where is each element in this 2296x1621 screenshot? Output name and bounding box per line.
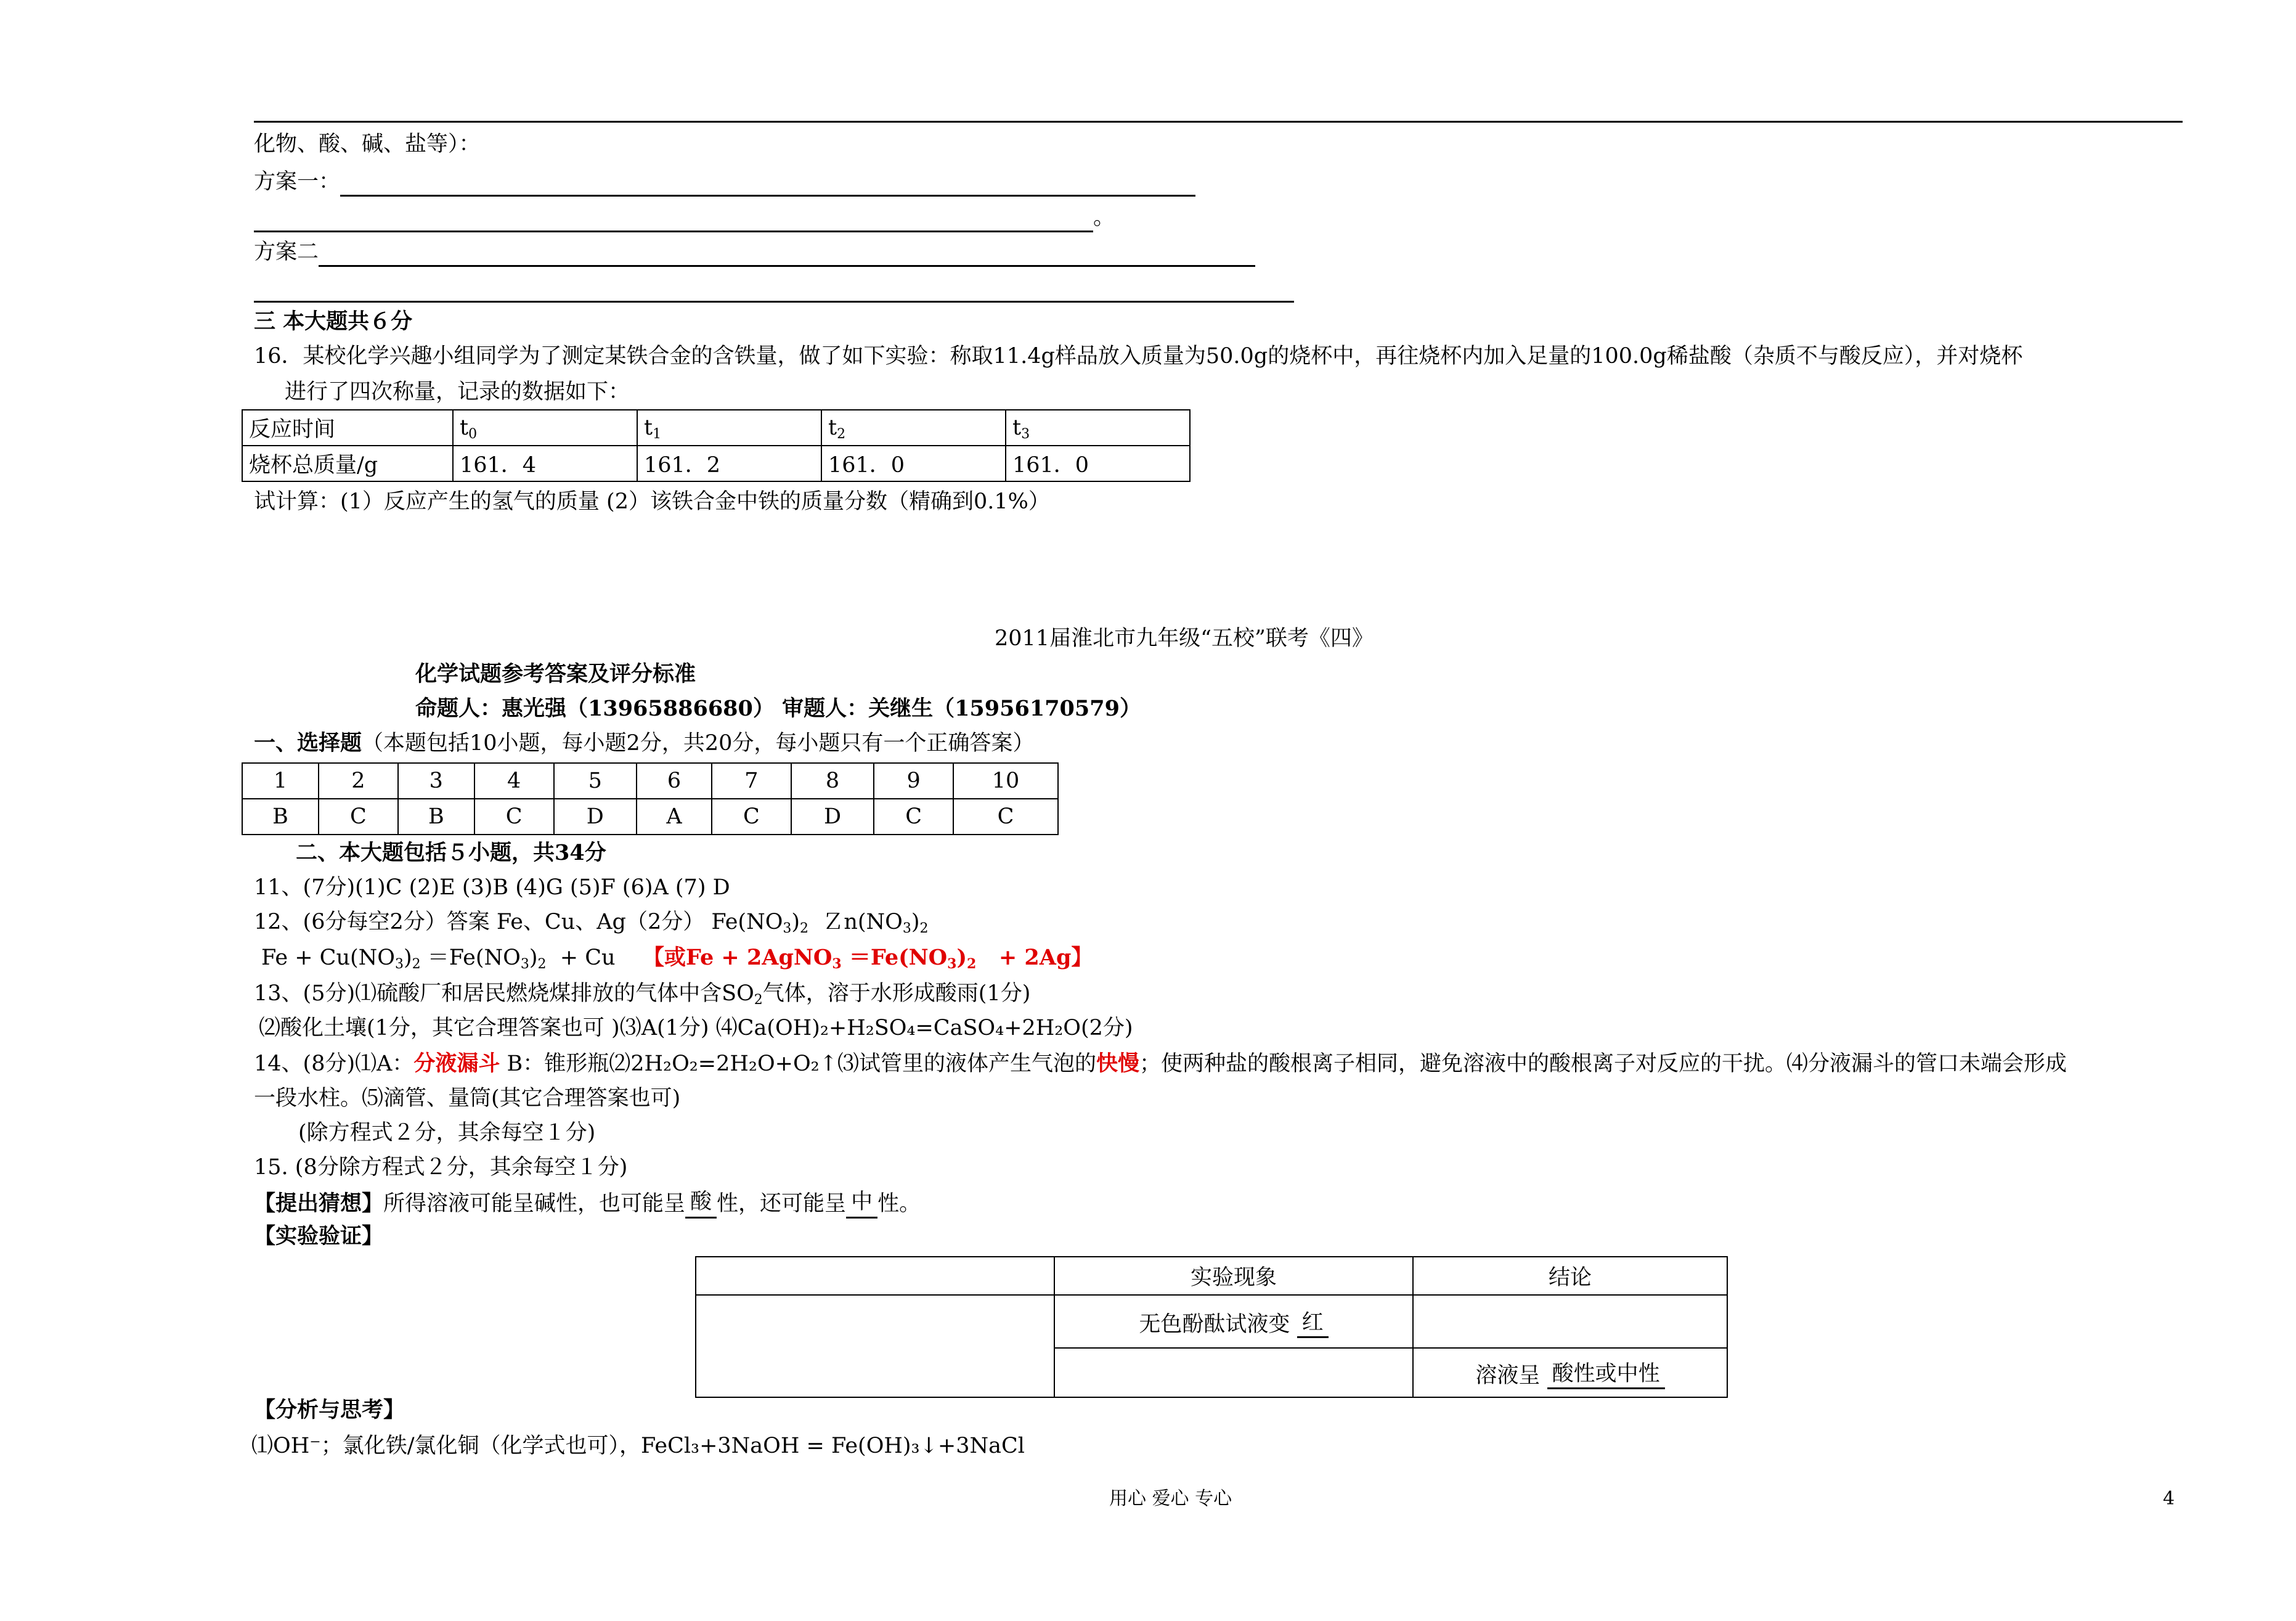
q14-answer-2: 一段水柱。⑸滴管、量筒(其它合理答案也可) <box>254 1086 681 1111</box>
table-cell: 结论 <box>1413 1257 1727 1295</box>
table-row <box>242 763 1058 799</box>
table-cell: B <box>398 799 474 835</box>
weighing-table <box>242 409 1191 482</box>
plan2-blank-2[interactable] <box>254 271 1294 303</box>
plan1: 方案一： <box>254 165 1195 197</box>
table-cell <box>1054 1348 1413 1397</box>
section2-heading: 二、本大题包括５小题，共34分 <box>296 840 606 865</box>
q16-line1: 16．某校化学兴趣小组同学为了测定某铁合金的含铁量，做了如下实验：称取11.4g样品放入质量为50.0g的烧杯中，再往烧杯内加入足量的100.0g稀盐酸（杂质不与酸反应），并对烧杯 <box>254 344 2023 369</box>
q14-answer: 14、(8分)⑴A：分液漏斗 B：锥形瓶⑵2H₂O₂=2H₂O+O₂↑⑶试管里的液体产生气泡的快慢；使两种盐的酸根离子相同，避免溶液中的酸根离子对反应的干扰。⑷分液漏斗的管口未端会形成 <box>254 1051 2067 1076</box>
table-row <box>696 1295 1727 1348</box>
experiment-table <box>695 1256 1728 1398</box>
table-row <box>242 799 1058 835</box>
mc-answer-table <box>242 762 1059 835</box>
table-cell: C <box>474 799 554 835</box>
q11-answer: 11、(7分)(1)C (2)E (3)B (4)G (5)F (6)A (7) D <box>254 875 730 900</box>
table-cell: 7 <box>712 763 791 799</box>
answer-subtitle: 化学试题参考答案及评分标准 <box>415 661 696 687</box>
q13-answer: 13、(5分)⑴硫酸厂和居民燃烧煤排放的气体中含$SO_2$气体，溶于水形成酸雨(1分) <box>254 981 1031 1008</box>
table-cell: 5 <box>554 763 637 799</box>
table-cell: $t_2$ <box>821 410 1006 446</box>
guess-line: 【提出猜想】所得溶液可能呈碱性，也可能呈 酸 性，还可能呈 中 性。 <box>254 1187 921 1219</box>
q12-equation: $Fe + Cu(NO_3)_2 =Fe(NO_3)_2 + Cu$ 【或Fe + 2AgNO$_3$ $=Fe(NO_3)_2$ + 2Ag】 <box>261 945 1093 972</box>
table-cell: 161．2 <box>637 446 821 481</box>
table-cell: $t_0$ <box>453 410 637 446</box>
table-row <box>242 446 1190 481</box>
analysis-answer: ⑴OH⁻；氯化铁/氯化铜（化学式也可），FeCl₃+3NaOH = Fe(OH)₃↓+3NaCl <box>251 1434 1025 1458</box>
table-cell: B <box>242 799 319 835</box>
table-row <box>696 1257 1727 1295</box>
plan2-cont <box>254 271 1294 303</box>
table-cell: 1 <box>242 763 319 799</box>
table-cell <box>696 1295 1054 1397</box>
table-cell: D <box>791 799 874 835</box>
answer-authors: 命题人：惠光强（13965886680） 审题人：关继生（15956170579） <box>415 696 1141 721</box>
table-cell: 161．0 <box>1006 446 1190 481</box>
table-cell: 4 <box>474 763 554 799</box>
table-cell: 实验现象 <box>1054 1257 1413 1295</box>
table-cell: C <box>319 799 398 835</box>
q15-heading: 15. (8分除方程式２分，其余每空１分) <box>254 1155 628 1180</box>
plan1-cont: 。 <box>254 201 1115 232</box>
table-cell: 8 <box>791 763 874 799</box>
table-cell: A <box>637 799 712 835</box>
q13-answer-2: ⑵酸化土壤(1分，其它合理答案也可 )⑶A(1分) ⑷Ca(OH)₂+H₂SO₄=CaSO₄+2H₂O(2分) <box>259 1016 1133 1040</box>
table-cell: 161．0 <box>821 446 1006 481</box>
table-cell: 2 <box>319 763 398 799</box>
table-cell: C <box>953 799 1058 835</box>
table-cell: 反应时间 <box>242 410 453 446</box>
table-cell: $t_3$ <box>1006 410 1190 446</box>
table-cell: 无色酚酞试液变 红 <box>1054 1295 1413 1348</box>
table-cell: 10 <box>953 763 1058 799</box>
table-cell: 烧杯总质量/g <box>242 446 453 481</box>
plan1-blank-2[interactable] <box>254 201 1093 232</box>
table-cell: 6 <box>637 763 712 799</box>
section1-heading: 一、选择题（本题包括10小题，每小题2分，共20分，每小题只有一个正确答案） <box>254 730 1035 756</box>
table-cell: 9 <box>874 763 953 799</box>
table-cell: 溶液呈 酸性或中性 <box>1413 1348 1727 1397</box>
verify-heading: 【实验验证】 <box>254 1223 384 1249</box>
q14-scoring: (除方程式２分，其余每空１分) <box>298 1121 596 1145</box>
q16-line2: 进行了四次称量，记录的数据如下： <box>285 380 630 404</box>
q12-alt-equation: 【或Fe + 2AgNO$_3$ $=Fe(NO_3)_2$ + 2Ag】 <box>643 945 1093 972</box>
answer-title: 2011届淮北市九年级“五校”联考《四》 <box>995 626 1374 651</box>
table-cell <box>696 1257 1054 1295</box>
q12-answer: 12、(6分每空2分）答案 Fe、Cu、Ag（2分） $Fe(NO_3)_2$ $Zn(NO_3)_2$ <box>254 910 929 936</box>
footer-slogan: 用心 爱心 专心 <box>1109 1488 1232 1509</box>
top-line: 化物、酸、碱、盐等）： <box>254 132 481 157</box>
plan2-blank[interactable] <box>319 235 1255 267</box>
table-row <box>242 410 1190 446</box>
analysis-heading: 【分析与思考】 <box>254 1397 405 1423</box>
table-cell: $t_1$ <box>637 410 821 446</box>
header-rule <box>254 121 2183 123</box>
plan1-blank[interactable] <box>340 165 1195 197</box>
page-number: 4 <box>2163 1488 2175 1509</box>
table-cell: C <box>712 799 791 835</box>
table-cell <box>1413 1295 1727 1348</box>
q16-calc: 试计算：(1）反应产生的氢气的质量 (2）该铁合金中铁的质量分数（精确到0.1%） <box>254 489 1050 514</box>
table-cell: D <box>554 799 637 835</box>
table-cell: 161．4 <box>453 446 637 481</box>
table-cell: 3 <box>398 763 474 799</box>
section3-title: 三 本大题共６分 <box>254 309 413 334</box>
plan2: 方案二 <box>254 235 1255 267</box>
table-cell: C <box>874 799 953 835</box>
